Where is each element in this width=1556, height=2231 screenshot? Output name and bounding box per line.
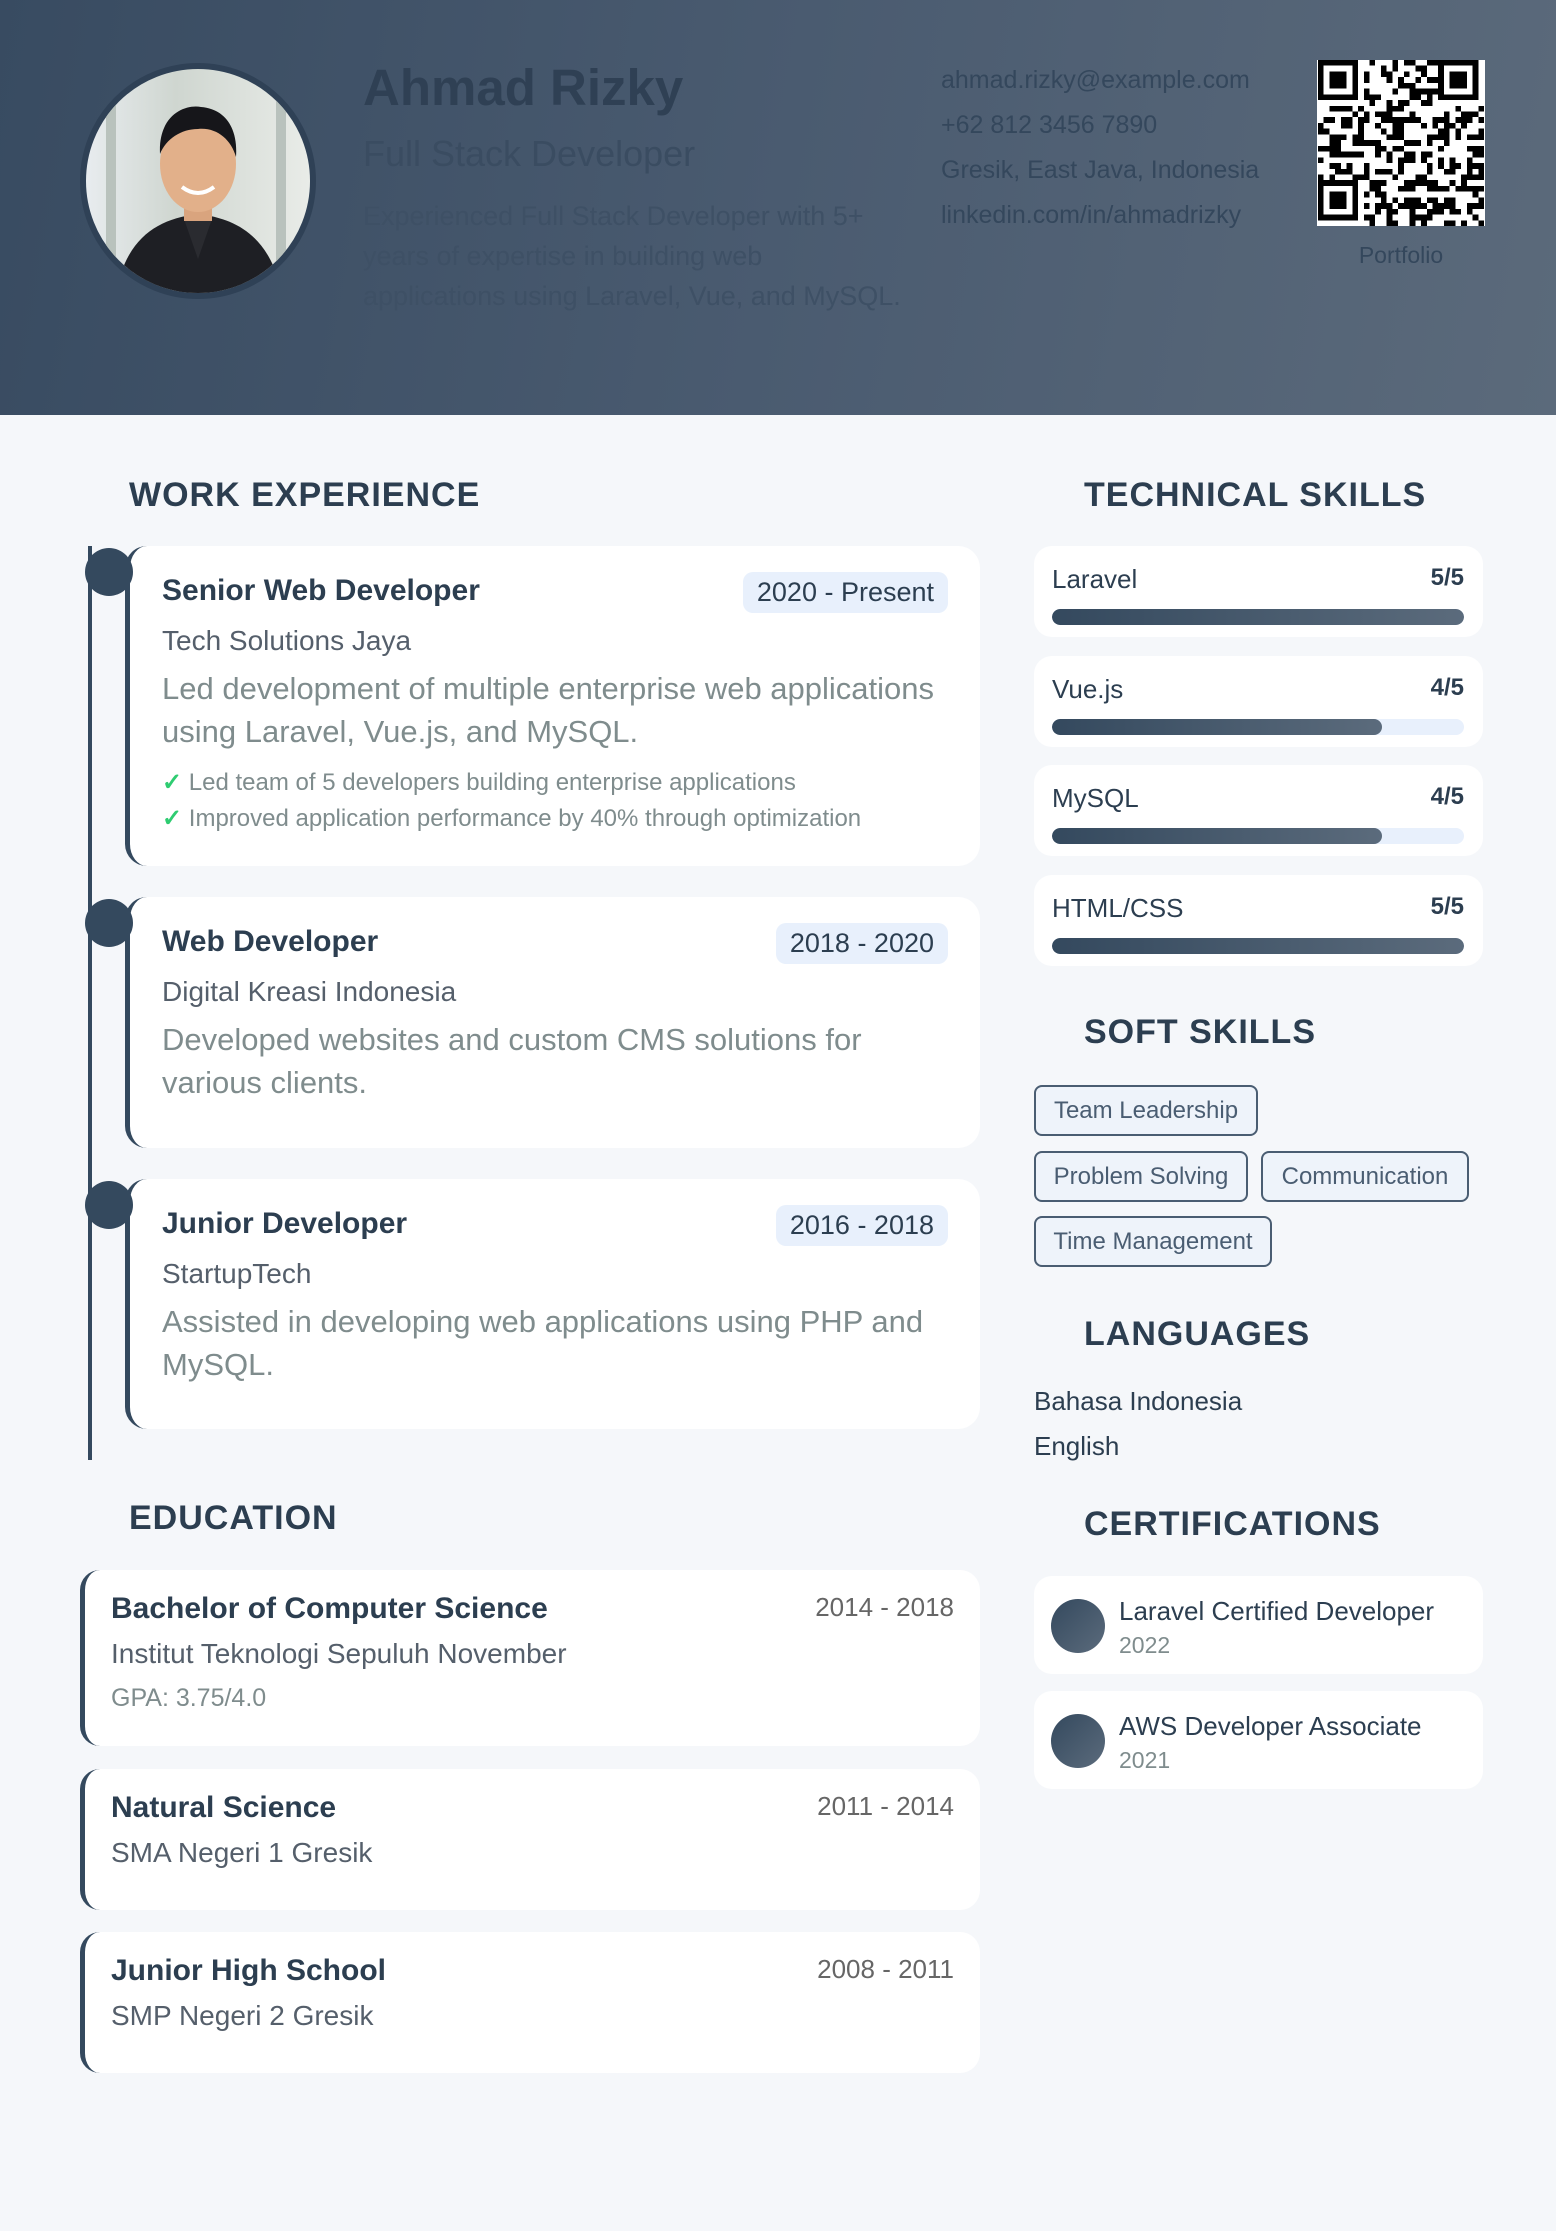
- certifications-heading: CERTIFICATIONS: [1084, 1505, 1381, 1543]
- skill-card: [1034, 875, 1483, 966]
- achievement-item: [162, 801, 948, 837]
- job-title: Junior Developer: [162, 1207, 408, 1240]
- job-dates-badge: 2016 - 2018: [776, 1205, 948, 1246]
- timeline-dot-icon: [85, 548, 133, 596]
- language-item: Bahasa Indonesia: [1034, 1386, 1243, 1416]
- institution: SMA Negeri 1 Gresik: [111, 1837, 373, 1868]
- candidate-title: Full Stack Developer: [363, 133, 696, 174]
- language-item: English: [1034, 1431, 1120, 1461]
- job-description: Developed websites and custom CMS solutions for various clients.: [162, 1022, 862, 1100]
- degree: Junior High School: [111, 1954, 386, 1987]
- job-card: [125, 546, 980, 866]
- resume-header: [0, 0, 1556, 415]
- person-photo-icon: [86, 69, 310, 293]
- job-company: Digital Kreasi Indonesia: [162, 976, 457, 1007]
- job-dates-badge: 2020 - Present: [743, 572, 948, 613]
- technical-skills-heading: TECHNICAL SKILLS: [1084, 476, 1427, 514]
- job-title: Web Developer: [162, 925, 379, 958]
- skill-name: MySQL: [1052, 783, 1139, 813]
- education-card: [80, 1769, 980, 1910]
- job-description: Assisted in developing web applications using PHP and MySQL.: [162, 1304, 924, 1382]
- institution: Institut Teknologi Sepuluh November: [111, 1638, 567, 1669]
- contact-linkedin[interactable]: linkedin.com/in/ahmadrizky: [941, 201, 1242, 229]
- timeline-line: [88, 546, 92, 1460]
- contact-info: [941, 58, 1259, 238]
- certificate-icon: [1051, 1599, 1105, 1653]
- skill-bar: [1052, 719, 1464, 735]
- certification-year: 2021: [1119, 1747, 1171, 1773]
- job-card: [125, 1179, 980, 1429]
- skill-level: 4/5: [1430, 674, 1464, 701]
- skill-bar-fill: [1052, 609, 1464, 625]
- certification-name: Laravel Certified Developer: [1119, 1596, 1435, 1626]
- education-heading: EDUCATION: [129, 1499, 338, 1537]
- skill-bar: [1052, 828, 1464, 844]
- check-icon: ✓: [162, 769, 183, 796]
- achievement-text: Led team of 5 developers building enterprise applications: [188, 769, 796, 796]
- job-company: Tech Solutions Jaya: [162, 625, 412, 656]
- education-dates: 2008 - 2011: [817, 1954, 954, 1984]
- profile-photo: [80, 63, 316, 299]
- certification-name: AWS Developer Associate: [1119, 1711, 1422, 1741]
- skill-level: 5/5: [1430, 564, 1464, 591]
- skill-bar: [1052, 938, 1464, 954]
- contact-location: Gresik, East Java, Indonesia: [941, 156, 1260, 184]
- certification-card: [1034, 1691, 1483, 1789]
- education-card: [80, 1570, 980, 1746]
- certification-year: 2022: [1119, 1632, 1171, 1658]
- education-dates: 2011 - 2014: [817, 1791, 954, 1821]
- timeline-dot-icon: [85, 1181, 133, 1229]
- timeline-dot-icon: [85, 899, 133, 947]
- job-card: [125, 897, 980, 1148]
- skill-bar-fill: [1052, 719, 1382, 735]
- skill-name: HTML/CSS: [1052, 893, 1184, 923]
- soft-skill-tag: Team Leadership: [1034, 1085, 1258, 1136]
- soft-skill-tag: Time Management: [1034, 1216, 1272, 1267]
- skill-name: Laravel: [1052, 564, 1138, 594]
- languages-heading: LANGUAGES: [1084, 1315, 1311, 1353]
- skill-bar-fill: [1052, 828, 1382, 844]
- education-card: [80, 1932, 980, 2073]
- certificate-icon: [1051, 1714, 1105, 1768]
- achievement-text: Improved application performance by 40% through optimization: [188, 805, 862, 832]
- check-icon: ✓: [162, 805, 183, 832]
- skill-level: 4/5: [1430, 783, 1464, 810]
- job-company: StartupTech: [162, 1258, 312, 1289]
- contact-phone[interactable]: +62 812 3456 7890: [941, 111, 1158, 139]
- soft-skill-tag: Communication: [1261, 1151, 1469, 1202]
- certification-card: [1034, 1576, 1483, 1674]
- achievement-item: [162, 765, 948, 801]
- skill-name: Vue.js: [1052, 674, 1124, 704]
- job-description: Led development of multiple enterprise web applications using Laravel, Vue.js, and MySQL.: [162, 671, 935, 749]
- job-dates-badge: 2018 - 2020: [776, 923, 948, 964]
- skill-card: [1034, 765, 1483, 856]
- soft-skills-heading: SOFT SKILLS: [1084, 1013, 1316, 1051]
- qr-label: Portfolio: [1358, 242, 1444, 268]
- contact-email[interactable]: ahmad.rizky@example.com: [941, 66, 1250, 94]
- work-experience-heading: WORK EXPERIENCE: [129, 476, 481, 514]
- gpa: GPA: 3.75/4.0: [111, 1684, 267, 1712]
- skill-bar: [1052, 609, 1464, 625]
- qr-code-icon[interactable]: [1317, 60, 1485, 226]
- skill-card: [1034, 656, 1483, 747]
- job-title: Senior Web Developer: [162, 574, 480, 607]
- institution: SMP Negeri 2 Gresik: [111, 2000, 374, 2031]
- degree: Bachelor of Computer Science: [111, 1592, 548, 1625]
- degree: Natural Science: [111, 1791, 337, 1824]
- candidate-summary: Experienced Full Stack Developer with 5+ years of expertise in building web applications using Laravel, Vue, and MySQL.: [363, 201, 901, 311]
- job-achievements: [162, 765, 948, 837]
- skill-level: 5/5: [1430, 893, 1464, 920]
- candidate-name: Ahmad Rizky: [363, 59, 684, 116]
- skill-card: [1034, 546, 1483, 637]
- skill-bar-fill: [1052, 938, 1464, 954]
- education-dates: 2014 - 2018: [815, 1592, 954, 1622]
- soft-skill-tag: Problem Solving: [1034, 1151, 1248, 1202]
